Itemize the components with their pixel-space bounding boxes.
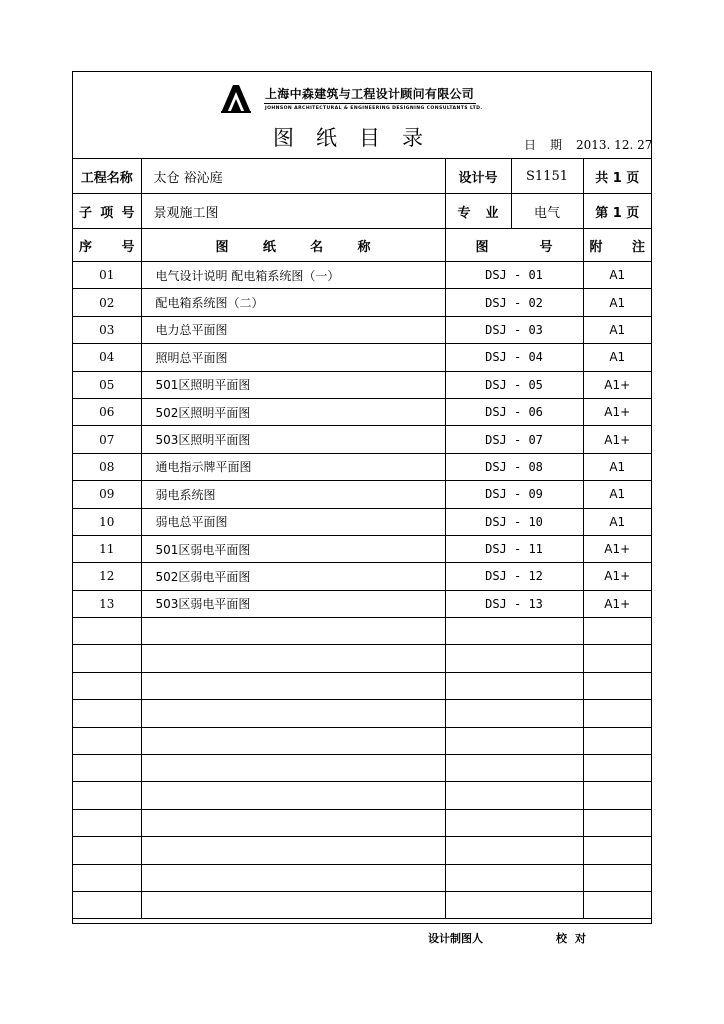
row-seq: 05 — [73, 371, 141, 398]
row-name — [141, 837, 445, 864]
project-value: 太仓 裕沁庭 — [141, 159, 445, 194]
row-seq — [73, 782, 141, 809]
col-header-note: 附注 — [583, 229, 651, 262]
table-row — [73, 262, 651, 289]
subitem-row — [73, 194, 651, 229]
table-row — [73, 453, 651, 480]
table-row — [73, 508, 651, 535]
row-code: DSJ - 11 — [445, 535, 583, 562]
row-name: 弱电总平面图 — [141, 508, 445, 535]
design-no-label: 设计号 — [445, 159, 511, 194]
row-code: DSJ - 06 — [445, 398, 583, 425]
table-row — [73, 727, 651, 754]
row-note: A1 — [583, 481, 651, 508]
company-logo-icon — [221, 85, 251, 113]
row-name — [141, 727, 445, 754]
row-seq — [73, 672, 141, 699]
row-code: DSJ - 13 — [445, 590, 583, 617]
row-seq: 04 — [73, 344, 141, 371]
total-pages-label: 共 1 页 — [583, 159, 651, 194]
row-note — [583, 755, 651, 782]
table-row — [73, 289, 651, 316]
company-name-cn: 上海中森建筑与工程设计顾问有限公司 — [265, 87, 475, 101]
row-code: DSJ - 12 — [445, 563, 583, 590]
row-code: DSJ - 05 — [445, 371, 583, 398]
row-code: DSJ - 07 — [445, 426, 583, 453]
row-note: A1 — [583, 344, 651, 371]
date-value: 2013. 12. 27 — [576, 138, 653, 152]
table-row — [73, 837, 651, 864]
row-note: A1 — [583, 316, 651, 343]
row-note — [583, 618, 651, 645]
row-seq: 07 — [73, 426, 141, 453]
row-seq: 03 — [73, 316, 141, 343]
table-row — [73, 782, 651, 809]
row-seq — [73, 700, 141, 727]
col-header-code: 图号 — [445, 229, 583, 262]
row-code — [445, 891, 583, 918]
row-seq — [73, 891, 141, 918]
table-row — [73, 618, 651, 645]
row-seq: 08 — [73, 453, 141, 480]
row-code: DSJ - 02 — [445, 289, 583, 316]
row-code: DSJ - 04 — [445, 344, 583, 371]
row-note: A1+ — [583, 371, 651, 398]
row-note — [583, 700, 651, 727]
row-seq — [73, 727, 141, 754]
row-code — [445, 782, 583, 809]
row-note — [583, 727, 651, 754]
row-note — [583, 891, 651, 918]
row-note: A1 — [583, 453, 651, 480]
row-code: DSJ - 08 — [445, 453, 583, 480]
row-note: A1+ — [583, 535, 651, 562]
page-number-label: 第 1 页 — [583, 194, 651, 229]
row-name — [141, 891, 445, 918]
row-note: A1 — [583, 262, 651, 289]
row-code: DSJ - 10 — [445, 508, 583, 535]
row-name — [141, 672, 445, 699]
row-seq: 13 — [73, 590, 141, 617]
checker-label: 校对 — [556, 932, 594, 945]
row-name: 503区照明平面图 — [141, 426, 445, 453]
row-note: A1+ — [583, 590, 651, 617]
row-seq: 10 — [73, 508, 141, 535]
project-label: 工程名称 — [73, 159, 141, 194]
row-code — [445, 809, 583, 836]
table-row — [73, 864, 651, 891]
table-row — [73, 481, 651, 508]
table-row — [73, 755, 651, 782]
row-code — [445, 727, 583, 754]
row-name — [141, 809, 445, 836]
row-seq: 09 — [73, 481, 141, 508]
row-note — [583, 864, 651, 891]
row-name — [141, 755, 445, 782]
row-code — [445, 672, 583, 699]
design-no-value: S1151 — [511, 159, 583, 194]
document-title: 图纸目录 — [273, 126, 445, 150]
row-name: 照明总平面图 — [141, 344, 445, 371]
row-code: DSJ - 01 — [445, 262, 583, 289]
row-seq — [73, 837, 141, 864]
row-seq — [73, 864, 141, 891]
row-seq: 06 — [73, 398, 141, 425]
row-code — [445, 645, 583, 672]
table-row — [73, 645, 651, 672]
table-row — [73, 563, 651, 590]
row-note — [583, 672, 651, 699]
table-row — [73, 426, 651, 453]
row-code — [445, 864, 583, 891]
row-seq: 02 — [73, 289, 141, 316]
discipline-label: 专业 — [445, 194, 511, 229]
company-divider — [264, 103, 476, 104]
discipline-value: 电气 — [511, 194, 583, 229]
row-name: 501区照明平面图 — [141, 371, 445, 398]
row-name: 502区弱电平面图 — [141, 563, 445, 590]
row-name: 501区弱电平面图 — [141, 535, 445, 562]
row-seq — [73, 755, 141, 782]
table-row — [73, 535, 651, 562]
column-header-row — [73, 229, 651, 262]
row-name: 通电指示牌平面图 — [141, 453, 445, 480]
row-seq: 11 — [73, 535, 141, 562]
row-name — [141, 782, 445, 809]
row-seq — [73, 645, 141, 672]
row-note — [583, 837, 651, 864]
date-block — [524, 136, 652, 153]
drawing-list-sheet — [72, 71, 652, 924]
row-name — [141, 864, 445, 891]
col-header-seq: 序号 — [73, 229, 141, 262]
table-row — [73, 809, 651, 836]
row-note — [583, 782, 651, 809]
row-name: 电力总平面图 — [141, 316, 445, 343]
row-note: A1 — [583, 508, 651, 535]
row-name: 电气设计说明 配电箱系统图（一） — [141, 262, 445, 289]
row-seq — [73, 618, 141, 645]
row-note: A1+ — [583, 426, 651, 453]
table-row — [73, 398, 651, 425]
row-note — [583, 645, 651, 672]
row-note: A1+ — [583, 398, 651, 425]
project-row — [73, 159, 651, 194]
drawing-list-table — [73, 158, 651, 919]
row-note: A1+ — [583, 563, 651, 590]
company-name-en: JOHNSON ARCHITECTURAL & ENGINEERING DESIGNING CONSULTANTS LTD. — [265, 106, 483, 111]
row-seq — [73, 809, 141, 836]
row-name — [141, 700, 445, 727]
row-name: 弱电系统图 — [141, 481, 445, 508]
row-code: DSJ - 09 — [445, 481, 583, 508]
row-name — [141, 645, 445, 672]
row-seq: 01 — [73, 262, 141, 289]
row-seq: 12 — [73, 563, 141, 590]
designer-label: 设计制图人 — [428, 932, 483, 945]
row-code — [445, 618, 583, 645]
title-block — [73, 72, 651, 158]
row-name: 503区弱电平面图 — [141, 590, 445, 617]
table-row — [73, 590, 651, 617]
row-name: 配电箱系统图（二） — [141, 289, 445, 316]
row-code: DSJ - 03 — [445, 316, 583, 343]
table-row — [73, 316, 651, 343]
row-code — [445, 755, 583, 782]
row-name: 502区照明平面图 — [141, 398, 445, 425]
row-note: A1 — [583, 289, 651, 316]
col-header-name: 图纸名称 — [141, 229, 445, 262]
table-row — [73, 371, 651, 398]
subitem-value: 景观施工图 — [141, 194, 445, 229]
row-code — [445, 700, 583, 727]
date-label: 日期 — [524, 138, 577, 152]
table-row — [73, 672, 651, 699]
subitem-label: 子项号 — [73, 194, 141, 229]
row-name — [141, 618, 445, 645]
row-code — [445, 837, 583, 864]
row-note — [583, 809, 651, 836]
table-row — [73, 891, 651, 918]
table-row — [73, 344, 651, 371]
table-row — [73, 700, 651, 727]
